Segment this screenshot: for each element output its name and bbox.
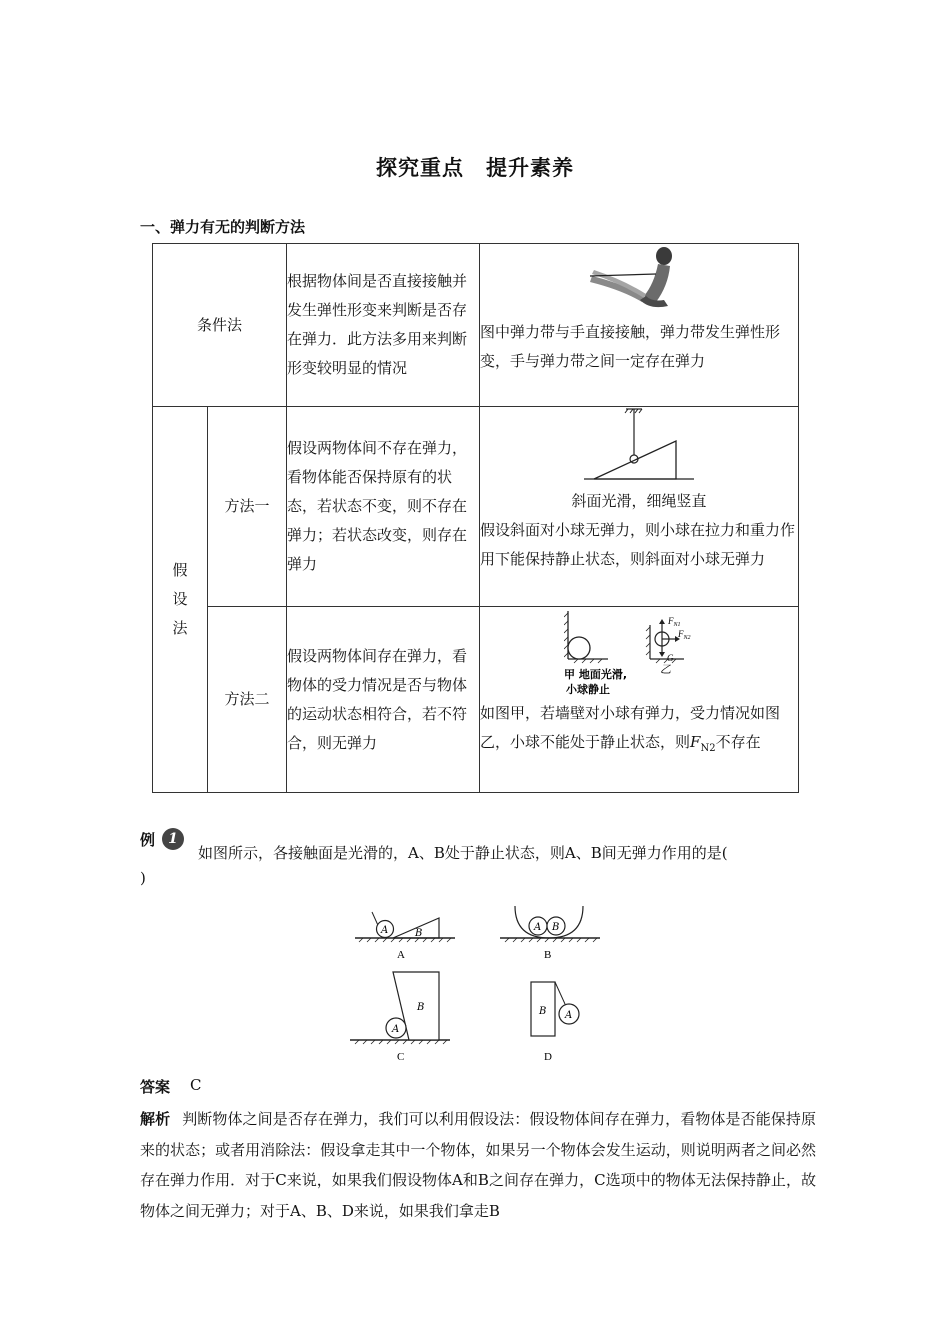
force-variable: F	[690, 733, 701, 751]
question-close-paren: )	[140, 869, 146, 887]
section-heading: 一、弹力有无的判断方法	[140, 218, 306, 236]
option-caption: B	[544, 949, 552, 961]
option-caption: C	[397, 1051, 405, 1063]
method-label: 方法一	[208, 407, 287, 607]
option-caption: D	[544, 1051, 552, 1063]
resistance-band-photo	[584, 244, 694, 314]
ball-label: A	[381, 925, 389, 936]
block-label: B	[415, 928, 423, 939]
option-a-figure	[355, 912, 455, 961]
wall-ball-figure	[564, 607, 714, 699]
figure-caption: 斜面光滑，细绳竖直	[571, 492, 707, 510]
force-subscript: N2	[700, 743, 716, 754]
block-label: B	[417, 1002, 425, 1013]
question-text: 如图所示，各接触面是光滑的，A、B处于静止状态，则A、B间无弹力作用的是(	[198, 844, 728, 862]
force-subscript: N1	[673, 622, 681, 628]
option-b-figure	[500, 906, 600, 961]
example-cell	[480, 607, 799, 793]
example-text	[480, 699, 798, 763]
group-char: 设	[172, 590, 188, 608]
force-label: F	[678, 629, 684, 639]
example-number-badge: 1	[162, 828, 184, 850]
incline-ball-figure	[584, 407, 694, 487]
force-label: F	[668, 616, 674, 626]
answer-value: C	[190, 1076, 202, 1094]
methods-table	[152, 243, 799, 793]
explanation	[140, 1104, 816, 1226]
options-figure	[345, 900, 605, 1070]
option-d-figure	[531, 982, 579, 1063]
method-description: 根据物体间是否直接接触并发生弹性形变来判断是否存在弹力．此方法多用来判断形变较明显的情况	[287, 244, 480, 407]
ball-label: A	[565, 1010, 573, 1021]
method-description: 假设两物体间存在弹力，看物体的受力情况是否与物体的运动状态相符合，若不符合，则无弹力	[287, 607, 480, 793]
example-text: 图中弹力带与手直接接触，弹力带发生弹性形变，手与弹力带之间一定存在弹力	[480, 323, 781, 370]
figure-jia-label: 小球静止	[566, 683, 611, 696]
group-char: 法	[172, 619, 188, 637]
answer-label: 答案	[140, 1078, 171, 1096]
force-label: G	[667, 653, 674, 663]
explanation-text: 判断物体之间是否存在弹力，我们可以利用假设法：假设物体间存在弹力，看物体是否能保持原来的状态；或者用消除法：假设拿走其中一个物体，如果另一个物体会发生运动，则说明两者之间必然存在弹力作用．对于C来说，如果我们假设物体A和B之间存在弹力，C选项中的物体无法保持静止，故物体之间无弹力；对于A、B、D来说，如果我们拿走B	[140, 1110, 816, 1220]
page-title: 探究重点 提升素养	[376, 156, 574, 180]
table-row	[153, 244, 799, 407]
explanation-label: 解析	[140, 1110, 171, 1128]
ball-label: B	[552, 922, 560, 933]
figure-jia-label: 甲 地面光滑,	[564, 668, 628, 681]
option-caption: A	[397, 949, 405, 961]
example-cell	[480, 244, 799, 407]
option-c-figure	[350, 972, 450, 1063]
force-subscript: N2	[683, 635, 691, 641]
table-row	[153, 407, 799, 607]
table-row	[153, 607, 799, 793]
example-text-tail: 不存在	[715, 733, 761, 751]
ball-label: A	[392, 1024, 400, 1035]
group-label	[153, 407, 208, 793]
method-label: 条件法	[153, 244, 287, 407]
figure-yi-label: 乙	[660, 663, 672, 676]
block-label: B	[539, 1006, 547, 1017]
example-text-main: 如图甲，若墙壁对小球有弹力，受力情况如图乙，小球不能处于静止状态，则	[480, 704, 781, 751]
example-text: 假设斜面对小球无弹力，则小球在拉力和重力作用下能保持静止状态，则斜面对小球无弹力	[480, 521, 796, 568]
group-char: 假	[172, 561, 188, 579]
method-description: 假设两物体间不存在弹力，看物体能否保持原有的状态，若状态不变，则不存在弹力；若状态改变，则存在弹力	[287, 407, 480, 607]
method-label: 方法二	[208, 607, 287, 793]
example-cell	[480, 407, 799, 607]
ball-label: A	[534, 922, 542, 933]
example-label: 例	[140, 831, 156, 849]
svg-text:FN1	[667, 616, 681, 628]
